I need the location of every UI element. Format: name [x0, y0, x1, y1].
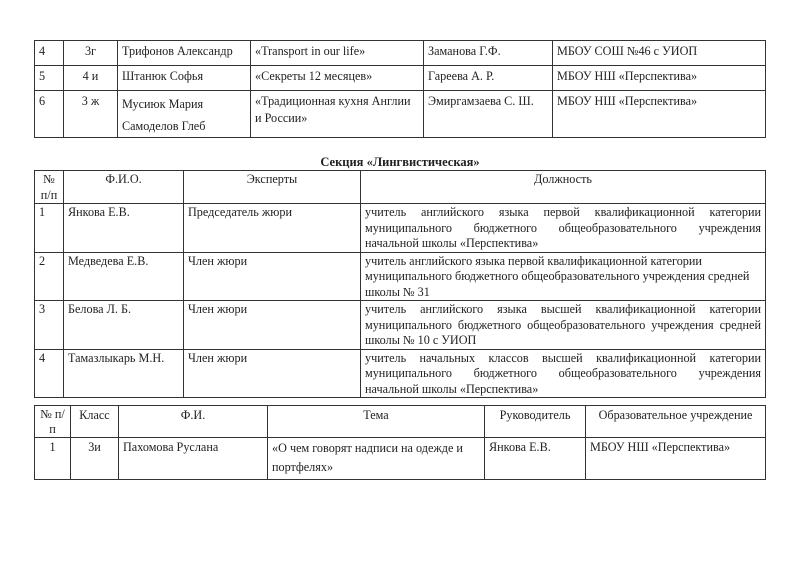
table-row: [35, 66, 766, 91]
student-name: Самоделов Глеб: [122, 119, 206, 133]
table-row: [35, 349, 766, 398]
position-cell: учитель начальных классов высшей квалификационной категории муниципального бюджетного общеобразовательного учреждения начальной школы «Перспектива»: [361, 349, 766, 398]
header-num: № п/п: [35, 171, 64, 204]
header-fi: Ф.И.: [119, 406, 268, 438]
school-cell: МБОУ НШ «Перспектива»: [553, 91, 766, 138]
position-cell: учитель английского языка первой квалификационной категории муниципального бюджетного общеобразовательного учреждения начальной школы «Перспектива»: [361, 204, 766, 253]
class-cell: 3 ж: [64, 91, 118, 138]
row-number: 4: [35, 41, 64, 66]
table-row: [35, 41, 766, 66]
table-row: [35, 438, 766, 480]
header-num: № п/п: [35, 406, 71, 438]
section-title: Секция «Лингвистическая»: [320, 155, 480, 169]
fio-cell: Медведева Е.В.: [64, 252, 184, 301]
student-name: Мусиюк Мария: [122, 97, 204, 111]
leader-cell: Заманова Г.Ф.: [424, 41, 553, 66]
leader-cell: Янкова Е.В.: [485, 438, 586, 480]
row-number: 6: [35, 91, 64, 138]
header-fio: Ф.И.О.: [64, 171, 184, 204]
role-cell: Член жюри: [184, 301, 361, 350]
header-experts: Эксперты: [184, 171, 361, 204]
leader-cell: Эмиргамзаева С. Ш.: [424, 91, 553, 138]
jury-table: [34, 170, 766, 398]
class-cell: 4 и: [64, 66, 118, 91]
row-number: 1: [35, 438, 71, 480]
role-cell: Член жюри: [184, 349, 361, 398]
role-cell: Член жюри: [184, 252, 361, 301]
row-number: 4: [35, 349, 64, 398]
row-number: 3: [35, 301, 64, 350]
header-position: Должность: [361, 171, 766, 204]
fio-cell: Тамазлыкарь М.Н.: [64, 349, 184, 398]
topic-cell: «Transport in our life»: [251, 41, 424, 66]
table-row: [35, 301, 766, 350]
topic-cell: «О чем говорят надписи на одежде и портфелях»: [268, 438, 485, 480]
position-cell: учитель английского языка первой квалификационной категории муниципального бюджетного общеобразовательного учреждения средней школы № 31: [361, 252, 766, 301]
participants-table: [34, 405, 766, 480]
fio-cell: Янкова Е.В.: [64, 204, 184, 253]
row-number: 5: [35, 66, 64, 91]
name-cell: Штанюк Софья: [118, 66, 251, 91]
header-school: Образовательное учреждение: [586, 406, 766, 438]
school-cell: МБОУ НШ «Перспектива»: [553, 66, 766, 91]
header-class: Класс: [71, 406, 119, 438]
name-cell: Пахомова Руслана: [119, 438, 268, 480]
header-leader: Руководитель: [485, 406, 586, 438]
position-cell: учитель английского языка высшей квалификационной категории муниципального бюджетного общеобразовательного учреждения средней школы № 10 с УИОП: [361, 301, 766, 350]
school-cell: МБОУ НШ «Перспектива»: [586, 438, 766, 480]
header-row: [35, 171, 766, 204]
class-cell: 3и: [71, 438, 119, 480]
name-cell: Трифонов Александр: [118, 41, 251, 66]
participants-table-continued: [34, 40, 766, 138]
name-cell: [118, 91, 251, 138]
school-cell: МБОУ СОШ №46 с УИОП: [553, 41, 766, 66]
table-row: [35, 91, 766, 138]
fio-cell: Белова Л. Б.: [64, 301, 184, 350]
role-cell: Председатель жюри: [184, 204, 361, 253]
topic-cell: «Традиционная кухня Англии и России»: [251, 91, 424, 138]
table-row: [35, 204, 766, 253]
header-row: [35, 406, 766, 438]
table-row: [35, 252, 766, 301]
row-number: 2: [35, 252, 64, 301]
row-number: 1: [35, 204, 64, 253]
topic-cell: «Секреты 12 месяцев»: [251, 66, 424, 91]
leader-cell: Гареева А. Р.: [424, 66, 553, 91]
class-cell: 3г: [64, 41, 118, 66]
header-topic: Тема: [268, 406, 485, 438]
